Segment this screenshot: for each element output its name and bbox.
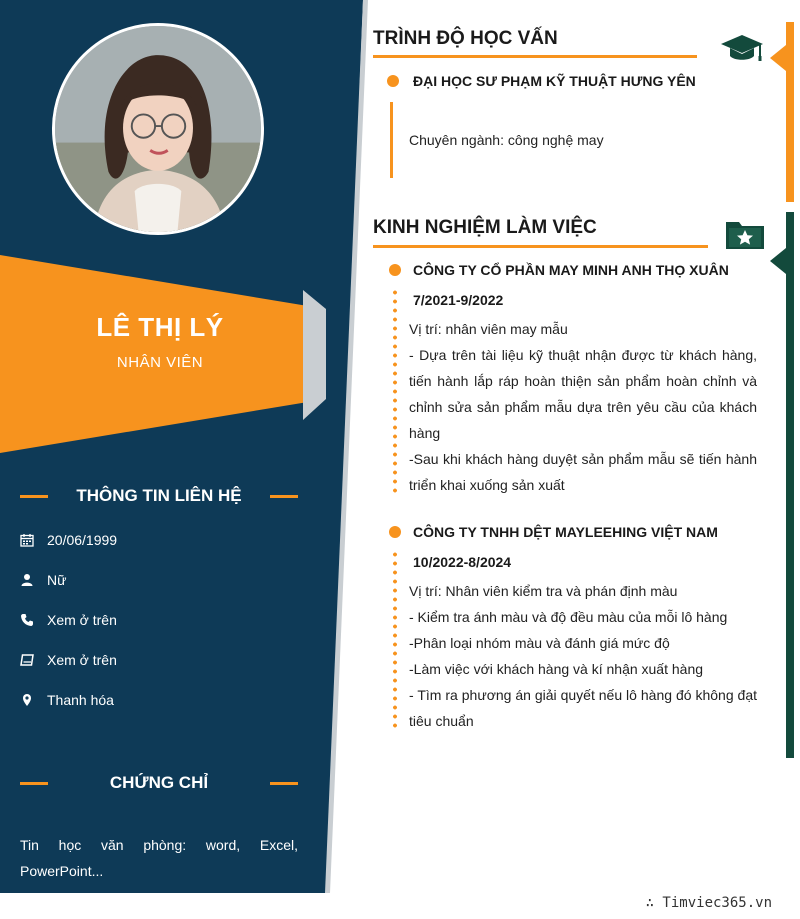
education-school: ĐẠI HỌC SƯ PHẠM KỸ THUẬT HƯNG YÊN — [413, 73, 696, 89]
contact-item-email — [20, 650, 117, 670]
job-duty: -Phân loại nhóm màu và đánh giá mức độ — [409, 635, 670, 651]
job-position: Vị trí: Nhân viên kiểm tra và phán định màu — [409, 583, 678, 599]
heading-dash — [270, 782, 298, 785]
location-icon — [20, 693, 34, 707]
person-icon — [20, 573, 34, 587]
experience-underline — [373, 245, 708, 248]
job-period: 10/2022-8/2024 — [413, 554, 512, 570]
phone-icon — [20, 613, 34, 627]
education-heading: TRÌNH ĐỘ HỌC VẤN — [373, 28, 558, 49]
avatar — [52, 23, 264, 235]
footer-brand[interactable] — [646, 895, 772, 911]
contact-item-birthday — [20, 530, 117, 550]
contact-item-phone — [20, 610, 117, 630]
experience-heading: KINH NGHIỆM LÀM VIỆC — [373, 217, 597, 238]
job-timeline — [393, 288, 397, 495]
education-underline — [373, 55, 697, 58]
job-timeline — [393, 550, 397, 732]
contact-value: Xem ở trên — [47, 652, 117, 668]
contact-value: 20/06/1999 — [47, 532, 118, 548]
job-company: CÔNG TY CỔ PHẦN MAY MINH ANH THỌ XUÂN — [413, 262, 729, 278]
contact-heading-label: THÔNG TIN LIÊN HỆ — [76, 486, 242, 505]
job-bullet — [389, 264, 401, 276]
brand-logo-icon: ∴ — [645, 895, 663, 911]
certificates-heading-label: CHỨNG CHỈ — [109, 773, 209, 792]
heading-dash — [20, 782, 48, 785]
calendar-icon — [20, 533, 34, 547]
certificates-text: Tin học văn phòng: word, Excel, PowerPoint... — [20, 837, 298, 879]
job-duty: -Sau khi khách hàng duyệt sản phẩm mẫu sẽ tiến hành triển khai xuống sản xuất — [409, 451, 757, 493]
education-timeline — [390, 102, 393, 178]
job-bullet — [389, 526, 401, 538]
job-duty: -Làm việc với khách hàng và kí nhận xuất hàng — [409, 661, 704, 677]
email-icon — [20, 653, 34, 667]
contact-item-address — [20, 690, 114, 710]
education-bullet — [387, 75, 399, 87]
contact-value: Thanh hóa — [47, 692, 114, 708]
profile-role: NHÂN VIÊN — [116, 354, 204, 371]
job-duty: - Kiểm tra ánh màu và độ đều màu của mỗi lô hàng — [409, 609, 728, 625]
job-company: CÔNG TY TNHH DỆT MAYLEEHING VIỆT NAM — [413, 524, 718, 540]
job-duty: - Tìm ra phương án giải quyết nếu lô hàng đó không đạt tiêu chuẩn — [409, 687, 757, 729]
contact-item-gender — [20, 570, 66, 590]
contact-value: Nữ — [47, 572, 67, 588]
certificates-heading — [20, 773, 298, 793]
job-period: 7/2021-9/2022 — [413, 292, 504, 308]
heading-dash — [270, 495, 298, 498]
heading-dash — [20, 495, 48, 498]
graduation-cap-icon — [720, 33, 764, 63]
profile-name: LÊ THỊ LÝ — [96, 312, 224, 342]
contact-heading — [20, 486, 298, 506]
job-position: Vị trí: nhân viên may mẫu — [409, 321, 568, 337]
education-major: Chuyên ngành: công nghệ may — [409, 132, 604, 148]
contact-value: Xem ở trên — [47, 612, 117, 628]
folder-star-icon — [725, 218, 765, 250]
job-duty: - Dựa trên tài liệu kỹ thuật nhận được từ khách hàng, tiến hành lắp ráp hoàn thiện sản phẩm hoàn chỉnh và chỉnh sửa sản phẩm mẫu dựa trên yêu cầu của khách hàng — [409, 347, 757, 441]
footer-brand-label: Timviec365.vn — [662, 895, 772, 911]
